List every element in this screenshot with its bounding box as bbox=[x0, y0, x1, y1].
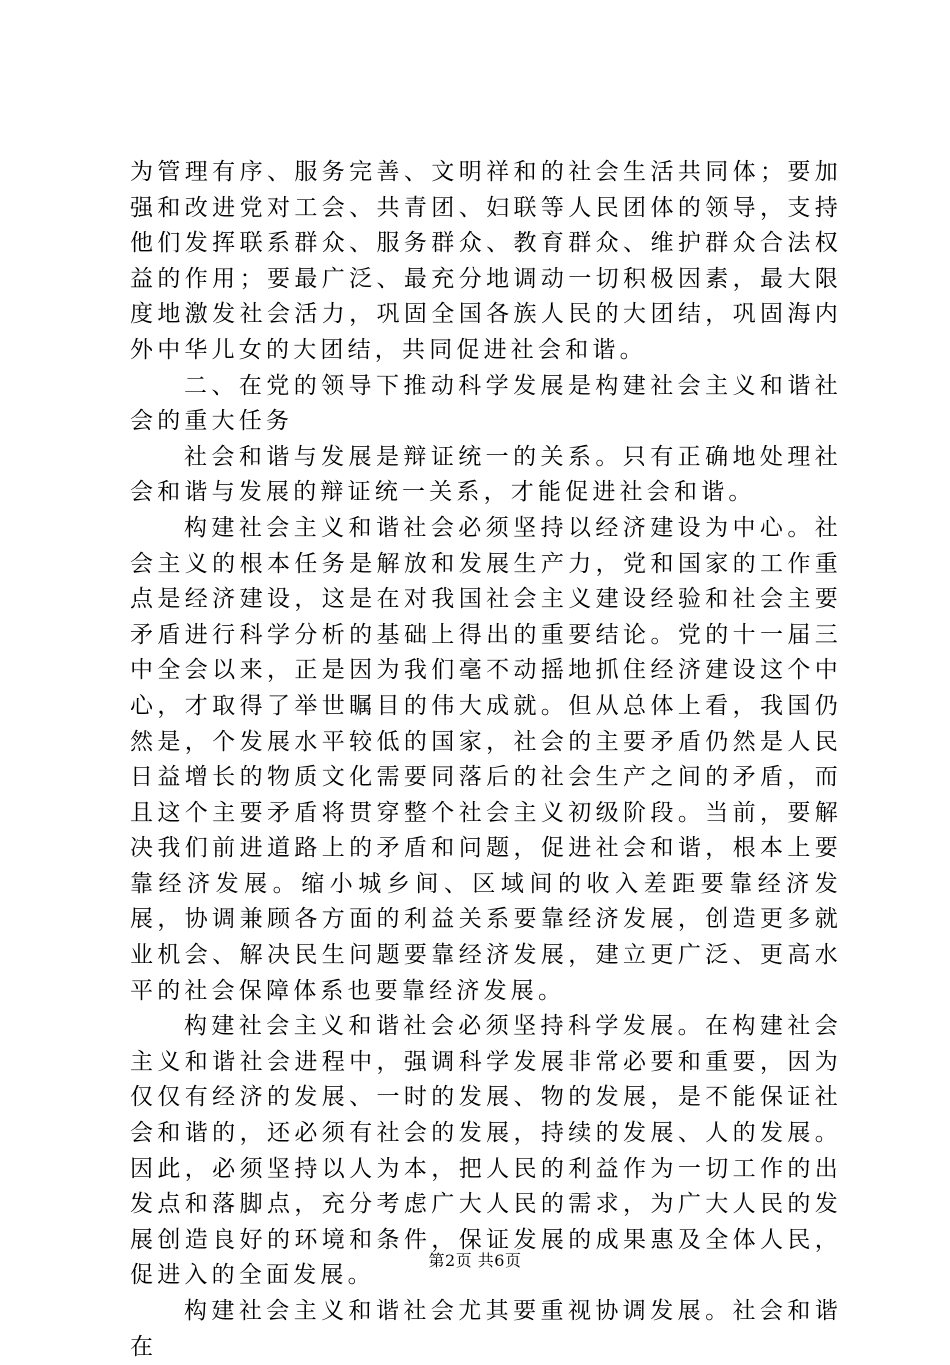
paragraph-economic-construction: 构建社会主义和谐社会必须坚持以经济建设为中心。社会主义的根本任务是解放和发展生产力，党和国家的工作重点是经济建设，这是在对我国社会主义建设经验和社会主要矛盾进行科学分析的基础上得出的重要结论。党的十一届三中全会以来，正是因为我们毫不动摇地抓住经济建设这个中心，才取得了举世瞩目的伟大成就。但从总体上看，我国仍然是，个发展水平较低的国家，社会的主要矛盾仍然是人民日益增长的物质文化需要同落后的社会生产之间的矛盾，而且这个主要矛盾将贯穿整个社会主义初级阶段。当前，要解决我们前进道路上的矛盾和问题，促进社会和谐，根本上要靠经济发展。缩小城乡间、区域间的收入差距要靠经济发展，协调兼顾各方面的利益关系要靠经济发展，创造更多就业机会、解决民生问题要靠经济发展，建立更广泛、更高水平的社会保障体系也要靠经济发展。 bbox=[130, 514, 842, 1004]
document-body bbox=[130, 155, 842, 1365]
paragraph-scientific-development: 构建社会主义和谐社会必须坚持科学发展。在构建社会主义和谐社会进程中，强调科学发展非常必要和重要，因为仅仅有经济的发展、一时的发展、物的发展，是不能保证社会和谐的，还必须有社会的发展，持续的发展、人的发展。因此，必须坚持以人为本，把人民的利益作为一切工作的出发点和落脚点，充分考虑广大人民的需求，为广大人民的发展创造良好的环境和条件，保证发展的成果惠及全体人民，促进入的全面发展。 bbox=[130, 1013, 842, 1289]
page-number-footer: 第2页 共6页 bbox=[428, 1251, 522, 1270]
paragraph-coordinated-development: 构建社会主义和谐社会尤其要重视协调发展。社会和谐在 bbox=[130, 1298, 842, 1360]
section-heading: 二、在党的领导下推动科学发展是构建社会主义和谐社会的重大任务 bbox=[130, 372, 842, 435]
paragraph-continuation: 为管理有序、服务完善、文明祥和的社会生活共同体；要加强和改进党对工会、共青团、妇联等人民团体的领导，支持他们发挥联系群众、服务群众、教育群众、维护群众合法权益的作用；要最广泛、最充分地调动一切积极因素，最大限度地激发社会活力，巩固全国各族人民的大团结，巩固海内外中华儿女的大团结，共同促进社会和谐。 bbox=[130, 159, 842, 363]
paragraph-harmony-development: 社会和谐与发展是辩证统一的关系。只有正确地处理社会和谐与发展的辩证统一关系，才能促进社会和谐。 bbox=[130, 443, 842, 506]
